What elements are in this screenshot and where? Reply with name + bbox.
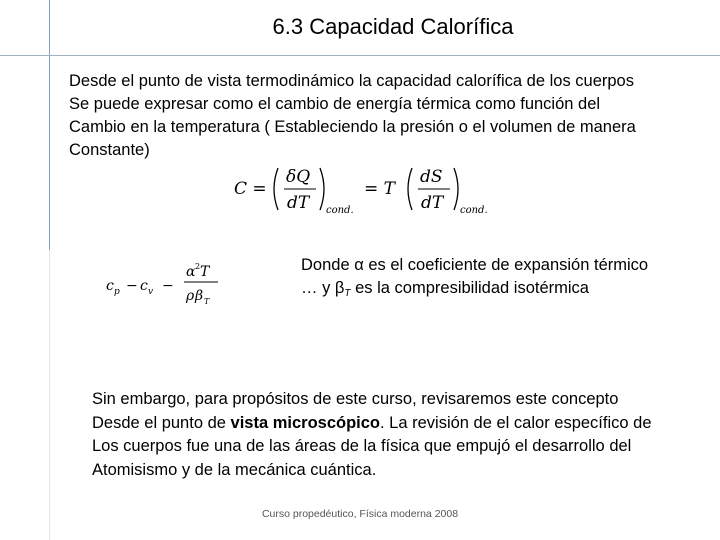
closing-line: Sin embargo, para propósitos de este curso, revisaremos este concepto [92, 390, 619, 408]
eq2-c2-sub: v [148, 287, 154, 297]
closing-suffix: . La revisión de el calor específico de [380, 413, 652, 432]
closing-paragraph [92, 388, 712, 482]
eq2-alpha: α [186, 264, 196, 280]
definitions-paragraph [301, 254, 711, 305]
eq1-sub1: cond. [326, 205, 354, 216]
eq1-paren-open [274, 168, 278, 210]
eq1-lhs: C = [234, 179, 267, 199]
vertical-rule-faint [49, 250, 50, 540]
eq1-den1: dT [287, 193, 310, 213]
eq2-beta: β [195, 288, 204, 304]
eq1-num2: dS [420, 167, 443, 187]
eq1-paren-close [320, 168, 324, 210]
cp-cv-equation [104, 258, 234, 314]
closing-line [92, 412, 712, 436]
slide-title: 6.3 Capacidad Calorífica [272, 14, 514, 39]
eq1-paren-open-2 [408, 168, 412, 210]
eq2-T: T [200, 264, 210, 280]
eq1-sub2: cond. [460, 205, 488, 216]
eq2-exponent: 2 [195, 262, 201, 271]
eq1-paren-close-2 [454, 168, 458, 210]
heat-capacity-equation [234, 162, 504, 222]
definition-prefix: … y β [301, 279, 345, 297]
intro-line: Desde el punto de vista termodinámico la capacidad calorífica de los cuerpos [69, 72, 634, 90]
eq2-minus-2: − [162, 278, 174, 294]
closing-bold: vista microscópico [230, 413, 381, 432]
eq1-den2: dT [421, 193, 444, 213]
title-underline [0, 55, 720, 56]
closing-line: Los cuerpos fue una de las áreas de la física que empujó el desarrollo del [92, 437, 632, 455]
intro-line: Se puede expresar como el cambio de energía térmica como función del [69, 95, 601, 113]
intro-paragraph [69, 70, 709, 162]
eq2-c2: c [140, 278, 148, 294]
closing-line: Atomisismo y de la mecánica cuántica. [92, 460, 377, 479]
definition-suffix: es la compresibilidad isotérmica [350, 279, 589, 297]
eq2-rho: ρ [186, 288, 195, 304]
eq1-mid: = T [364, 179, 395, 199]
eq2-lhs: c [106, 278, 114, 294]
definition-line-2 [301, 277, 711, 305]
eq2-beta-sub: T [204, 297, 210, 306]
footer: Curso propedéutico, Física moderna 2008 [261, 508, 459, 520]
intro-line: Cambio en la temperatura ( Estableciendo la presión o el volumen de manera [69, 118, 636, 136]
beta-subscript: T [344, 288, 351, 299]
eq2-minus-1: − [126, 278, 138, 294]
intro-line: Constante) [69, 141, 150, 159]
closing-prefix: Desde el punto de [92, 413, 231, 432]
definition-line-1: Donde α es el coeficiente de expansión térmico [301, 256, 649, 274]
eq2-lhs-sub: p [114, 287, 120, 297]
eq1-num1: δQ [286, 167, 311, 187]
